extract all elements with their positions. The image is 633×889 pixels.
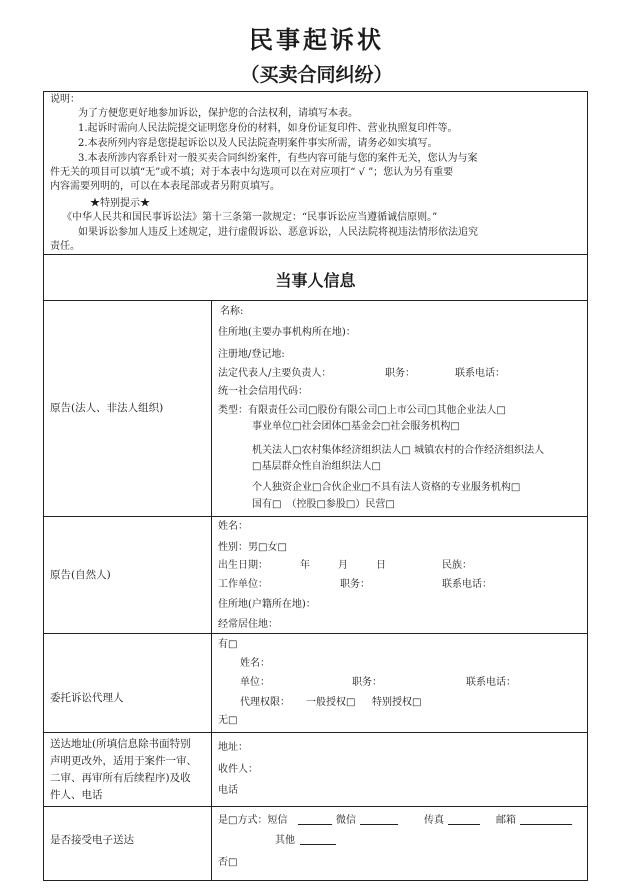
- service-address-field: 地址：: [218, 742, 248, 753]
- divider-address: [43, 806, 588, 807]
- notes-p3: 2.本表所列内容是您提起诉讼以及人民法院查明案件事实所需，请务必如实填写。: [78, 138, 438, 149]
- service-label-line2: 声明更改外，适用于案件一审、: [50, 755, 197, 767]
- natural-phone-field: 联系电话：: [442, 579, 492, 590]
- email-blank[interactable]: [520, 814, 572, 825]
- document-subtitle: （买卖合同纠纷）: [240, 64, 393, 86]
- agent-label: 委托诉讼代理人: [50, 692, 124, 704]
- divider-agent: [43, 732, 588, 733]
- legal-reg-address-field: 注册地/登记地:: [218, 349, 285, 360]
- e-service-other: 其他: [275, 835, 295, 846]
- e-service-yes-checkbox[interactable]: 是□方式：短信: [218, 815, 288, 826]
- section-title: 当事人信息: [275, 271, 356, 290]
- legal-type-line1: 类型：有限责任公司□股份有限公司□上市公司□其他企业法人□: [218, 405, 506, 416]
- divider-legal: [43, 516, 588, 517]
- plaintiff-natural-label: 原告(自然人): [50, 569, 111, 581]
- wechat-blank[interactable]: [360, 814, 398, 825]
- natural-residence-field: 经常居住地：: [218, 619, 278, 630]
- notes-p4a: 3.本表所涉内容系针对一般买卖合同纠纷案件，有些内容可能与您的案件无关，您认为与案: [78, 153, 478, 164]
- special-warning-end: 责任。: [50, 241, 80, 252]
- other-blank[interactable]: [300, 834, 336, 845]
- agent-unit-field: 单位：: [240, 677, 270, 688]
- legal-type-line3: 机关法人□农村集体经济组织法人□ 城镇农村的合作经济组织法人: [252, 445, 545, 456]
- notes-heading: 说明：: [50, 94, 80, 105]
- legal-type-line6: 国有□ （控股□参股□）民营□: [252, 499, 395, 510]
- service-label-line3: 二审、再审所有后续程序)及收: [50, 772, 191, 784]
- agent-none-checkbox[interactable]: 无□: [218, 715, 238, 726]
- legal-phone-field: 联系电话：: [455, 368, 505, 379]
- legal-type-line2: 事业单位□社会团体□基金会□社会服务机构□: [252, 421, 460, 432]
- service-recipient-field: 收件人：: [218, 764, 258, 775]
- legal-type-line5: 个人独资企业□合伙企业□不具有法人资格的专业服务机构□: [252, 482, 521, 493]
- natural-domicile-field: 住所地(户籍所在地)：: [218, 599, 316, 610]
- agent-has-checkbox[interactable]: 有□: [218, 639, 238, 650]
- agent-general-checkbox[interactable]: 一般授权□: [306, 697, 356, 708]
- notes-p1: 为了方便您更好地参加诉讼，保护您的合法权利，请填写本表。: [78, 108, 358, 119]
- plaintiff-legal-label: 原告(法人、非法人组织): [50, 402, 164, 414]
- agent-name-field: 姓名：: [240, 658, 270, 669]
- legal-type-line4: □基层群众性自治组织法人□: [252, 461, 381, 472]
- notes-p4b: 件无关的项目可以填“无”或不填；对于本表中勾选项可以在对应项打“ √ ”；您认为另有重要: [50, 167, 454, 178]
- e-service-label: 是否接受电子送达: [50, 834, 134, 846]
- e-service-email: 邮箱: [496, 815, 516, 826]
- divider-column: [211, 300, 212, 881]
- service-address-label: [50, 736, 197, 804]
- divider-section: [43, 300, 588, 301]
- legal-address-field: 住所地(主要办事机构所在地)：: [218, 327, 356, 338]
- birth-day-label: 日: [376, 560, 386, 571]
- birth-year-label: 年: [300, 560, 310, 571]
- document-title: 民事起诉状: [249, 26, 384, 54]
- legal-rep-field: 法定代表人/主要负责人：: [218, 368, 332, 379]
- agent-special-checkbox[interactable]: 特别授权□: [372, 697, 422, 708]
- special-title: ★特别提示★: [90, 198, 150, 209]
- natural-gender-field: 性别：男□女□: [218, 542, 287, 553]
- special-law: 《中华人民共和国民事诉讼法》第十三条第一款规定：“民事诉讼应当遵循诚信原则。”: [62, 212, 438, 223]
- agent-authority-label: 代理权限：: [240, 697, 290, 708]
- natural-name-field: 姓名：: [218, 521, 248, 532]
- natural-birth-field: 出生日期：: [218, 560, 268, 571]
- legal-credit-code-field: 统一社会信用代码：: [218, 386, 308, 397]
- agent-phone-field: 联系电话：: [466, 677, 516, 688]
- natural-employer-field: 工作单位：: [218, 579, 268, 590]
- natural-ethnicity-field: 民族：: [442, 560, 472, 571]
- sms-blank[interactable]: [298, 814, 332, 825]
- birth-month-label: 月: [338, 560, 348, 571]
- divider-natural: [43, 633, 588, 634]
- service-label-line4: 件人、电话: [50, 789, 103, 801]
- e-service-wechat: 微信: [336, 815, 356, 826]
- special-warning: 如果诉讼参加人违反上述规定，进行虚假诉讼、恶意诉讼，人民法院将视违法情形依法追究: [78, 227, 478, 238]
- legal-position-field: 职务：: [385, 368, 415, 379]
- notes-p2: 1.起诉时需向人民法院提交证明您身份的材料，如身份证复印件、营业执照复印件等。: [78, 123, 458, 134]
- notes-p4c: 内容需要列明的，可以在本表尾部或者另附页填写。: [50, 181, 280, 192]
- agent-position-field: 职务：: [352, 677, 382, 688]
- service-phone-field: 电话: [218, 785, 238, 796]
- divider-notes: [43, 254, 588, 255]
- service-label-line1: 送达地址(所填信息除书面特别: [50, 738, 191, 750]
- legal-name-field: 名称:: [220, 306, 244, 317]
- e-service-no-checkbox[interactable]: 否□: [218, 857, 238, 868]
- fax-blank[interactable]: [448, 814, 480, 825]
- natural-position-field: 职务：: [340, 579, 370, 590]
- e-service-fax: 传真: [424, 815, 444, 826]
